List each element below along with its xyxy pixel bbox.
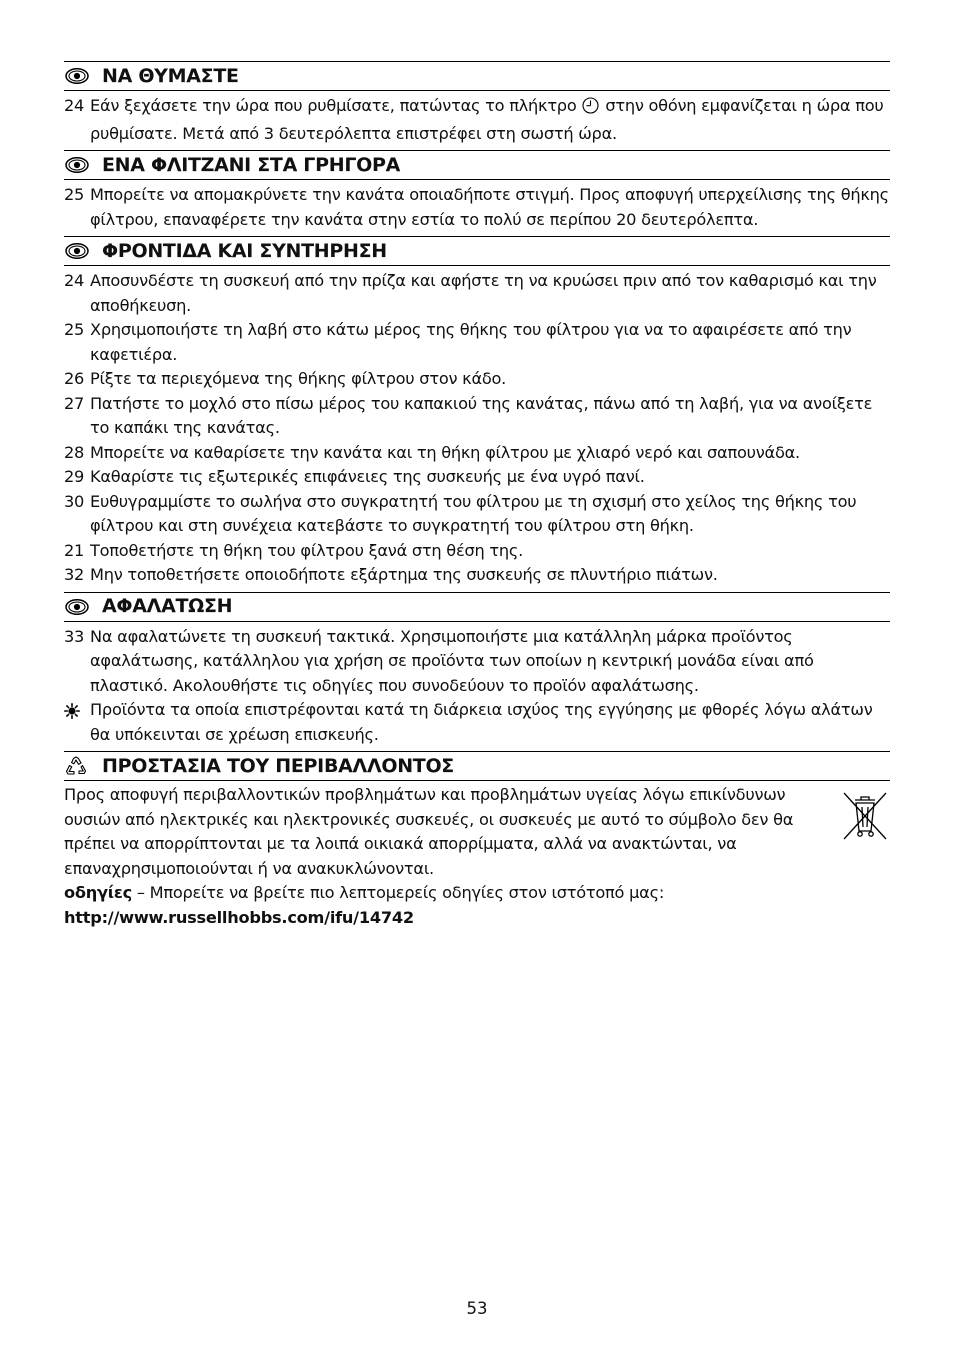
- list-item: [64, 539, 890, 564]
- item-number: 25: [64, 320, 85, 339]
- item-number: 30: [64, 491, 85, 511]
- item-number: 33: [64, 626, 85, 646]
- list-item: [64, 183, 890, 232]
- quick-cup-list: [64, 180, 890, 232]
- item-text: Να αφαλατώνετε τη συσκευή τακτικά. Χρησιμοποιήστε μια κατάλληλη μάρκα προϊόντος αφαλάτωσης, κατάλληλου για χρήση σε προϊόντα των οποίων η κεντρική μονάδα είναι από πλαστικό. Ακολουθήστε τις οδηγίες που συνοδεύουν το προϊόν αφαλάτωσης.: [90, 626, 814, 695]
- item-number: 24: [64, 96, 85, 115]
- sun-icon: [64, 702, 80, 727]
- list-item: [64, 465, 890, 490]
- list-item: [64, 625, 890, 699]
- item-number: 29: [64, 467, 85, 486]
- item-text: Χρησιμοποιήστε τη λαβή στο κάτω μέρος της θήκης του φίλτρου για να το αφαιρέσετε από την καφετιέρα.: [90, 320, 852, 364]
- environment-paragraph: Προς αποφυγή περιβαλλοντικών προβλημάτων και προβλημάτων υγείας λόγω επικίνδυνων ουσιών από ηλεκτρικές και ηλεκτρονικές συσκευές, οι συσκευές με αυτό το σύμβολο δεν θα πρέπει να απορρίπτονται με τα λοιπά οικιακά απορρίμματα, αλλά να ανακτώνται, να επαναχρησιμοποιούνται ή να ανακυκλώνονται.: [64, 785, 794, 878]
- item-text: στην οθόνη εμφανίζεται η ώρα που ρυθμίσατε. Μετά από 3 δευτερόλεπτα επιστρέφει στη σωστή ώρα.: [90, 96, 884, 143]
- section-title: ΦΡΟΝΤΙΔΑ ΚΑΙ ΣΥΝΤΗΡΗΣΗ: [102, 239, 387, 262]
- item-text: Αποσυνδέστε τη συσκευή από την πρίζα και αφήστε τη να κρυώσει πριν από τον καθαρισμό και την αποθήκευση.: [90, 271, 877, 315]
- eye-icon: [65, 155, 95, 175]
- eye-icon: [65, 597, 95, 617]
- item-text: Καθαρίστε τις εξωτερικές επιφάνειες της συσκευής με ένα υγρό πανί.: [90, 467, 645, 486]
- section-header-care: [64, 236, 890, 266]
- item-text: Μην τοποθετήσετε οποιοδήποτε εξάρτημα της συσκευής σε πλυντήριο πιάτων.: [90, 565, 718, 584]
- item-number: 27: [64, 393, 85, 413]
- recycle-icon: [65, 756, 95, 776]
- item-text: Ρίξτε τα περιεχόμενα της θήκης φίλτρου στον κάδο.: [90, 369, 507, 388]
- item-text: Εάν ξεχάσετε την ώρα που ρυθμίσατε, πατώντας το πλήκτρο: [90, 96, 577, 115]
- list-item: [64, 318, 890, 367]
- item-number: 24: [64, 271, 85, 290]
- item-text: Πατήστε το μοχλό στο πίσω μέρος του καπακιού της κανάτας, πάνω από τη λαβή, για να ανοίξετε το καπάκι της κανάτας.: [90, 393, 873, 437]
- manual-page-content: [64, 61, 890, 930]
- list-item: [64, 490, 890, 539]
- section-header-descaling: [64, 592, 890, 622]
- care-list: [64, 266, 890, 588]
- section-header-environment: [64, 751, 890, 781]
- item-text: Ευθυγραμμίστε το σωλήνα στο συγκρατητή του φίλτρου με τη σχισμή στο χείλος της θήκης του φίλτρου και στη συνέχεια κατεβάστε το συγκρατητή του φίλτρου στη θήκη.: [90, 491, 857, 535]
- page-number: 53: [466, 1299, 488, 1318]
- descaling-list: [64, 622, 890, 748]
- section-title: ΕΝΑ ΦΛΙΤΖΑΝΙ ΣΤΑ ΓΡΗΓΟΡΑ: [102, 153, 401, 176]
- manual-url-link[interactable]: http://www.russellhobbs.com/ifu/14742: [64, 907, 414, 927]
- list-item: [64, 269, 890, 318]
- item-number: 28: [64, 442, 85, 462]
- instructions-line: [64, 881, 890, 906]
- item-number: 32: [64, 565, 85, 584]
- list-item: [64, 94, 890, 146]
- section-header-reminder: [64, 61, 890, 91]
- list-item: [64, 367, 890, 392]
- section-header-quick-cup: [64, 150, 890, 180]
- instructions-text: Μπορείτε να βρείτε πιο λεπτομερείς οδηγίες στον ιστότοπό μας:: [149, 883, 665, 902]
- section-title: ΝΑ ΘΥΜΑΣΤΕ: [102, 64, 239, 87]
- list-item: [64, 441, 890, 466]
- environment-section: [64, 781, 890, 930]
- item-text: Μπορείτε να απομακρύνετε την κανάτα οποιαδήποτε στιγμή. Προς αποφυγή υπερχείλισης της θήκης φίλτρου, επαναφέρετε την κανάτα στην εστία το πολύ σε περίπου 20 δευτερόλεπτα.: [90, 185, 889, 229]
- item-number: 25: [64, 185, 85, 204]
- eye-icon: [65, 66, 95, 86]
- reminder-list: [64, 91, 890, 146]
- item-number: 21: [64, 540, 85, 560]
- instructions-separator: –: [131, 883, 150, 902]
- list-item: [64, 563, 890, 588]
- instructions-label: οδηγίες: [64, 883, 132, 902]
- weee-bin-icon: [840, 789, 890, 847]
- item-text: Προϊόντα τα οποία επιστρέφονται κατά τη διάρκεια ισχύος της εγγύησης με φθορές λόγω αλάτων θα υπόκεινται σε χρέωση επισκευής.: [90, 700, 873, 744]
- item-text: Μπορείτε να καθαρίσετε την κανάτα και τη θήκη φίλτρου με χλιαρό νερό και σαπουνάδα.: [90, 442, 800, 462]
- section-title: ΠΡΟΣΤΑΣΙΑ ΤΟΥ ΠΕΡΙΒΑΛΛΟΝΤΟΣ: [102, 754, 454, 777]
- section-title: ΑΦΑΛΑΤΩΣΗ: [102, 595, 233, 617]
- list-item: [64, 698, 890, 747]
- item-text: Τοποθετήστε τη θήκη του φίλτρου ξανά στη θέση της.: [90, 540, 524, 560]
- clock-icon: [582, 97, 599, 122]
- eye-icon: [65, 241, 95, 261]
- item-number: 26: [64, 369, 85, 388]
- list-item: [64, 392, 890, 441]
